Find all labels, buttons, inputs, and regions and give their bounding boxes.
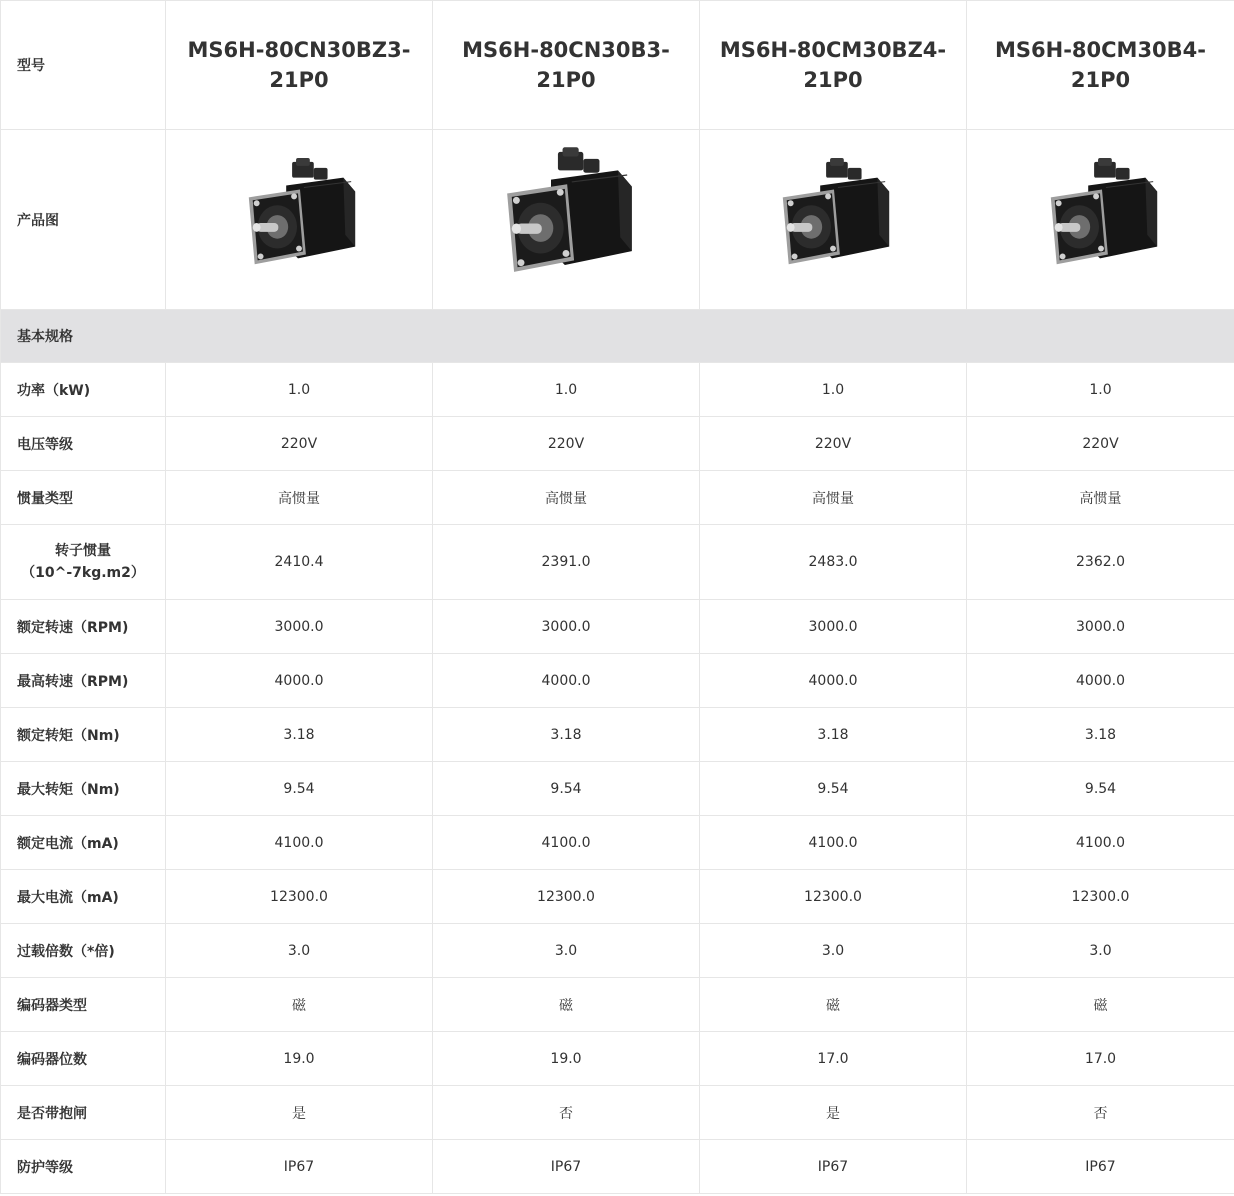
spec-value: 19.0 <box>166 1032 433 1086</box>
spec-value: 3.0 <box>700 924 967 978</box>
spec-value: IP67 <box>700 1140 967 1194</box>
spec-value: IP67 <box>433 1140 700 1194</box>
spec-value: 12300.0 <box>166 870 433 924</box>
spec-value: 4100.0 <box>433 816 700 870</box>
spec-value: 17.0 <box>967 1032 1234 1086</box>
product-image-cell <box>700 130 967 310</box>
spec-value: 4000.0 <box>166 654 433 708</box>
spec-value: 3.18 <box>700 708 967 762</box>
spec-value: 220V <box>433 417 700 471</box>
spec-value: 3000.0 <box>967 600 1234 654</box>
spec-label: 电压等级 <box>1 417 166 471</box>
spec-value: 是 <box>166 1086 433 1140</box>
spec-label: 惯量类型 <box>1 471 166 525</box>
spec-value: 4000.0 <box>967 654 1234 708</box>
spec-value: 9.54 <box>433 762 700 816</box>
spec-row <box>1 762 1234 816</box>
spec-label: 防护等级 <box>1 1140 166 1194</box>
spec-value: 3000.0 <box>433 600 700 654</box>
section-basic-specs <box>1 310 1234 363</box>
spec-value: 4100.0 <box>967 816 1234 870</box>
spec-value: 12300.0 <box>967 870 1234 924</box>
spec-row <box>1 600 1234 654</box>
spec-value: 4000.0 <box>433 654 700 708</box>
spec-row <box>1 471 1234 525</box>
spec-value: 磁 <box>166 978 433 1032</box>
spec-label: 是否带抱闸 <box>1 1086 166 1140</box>
product-image-cell <box>967 130 1234 310</box>
spec-value: 磁 <box>433 978 700 1032</box>
model-name: MS6H-80CM30B4-21P0 <box>967 1 1234 130</box>
spec-value: 9.54 <box>700 762 967 816</box>
spec-row <box>1 363 1234 417</box>
spec-row <box>1 978 1234 1032</box>
spec-row <box>1 1086 1234 1140</box>
spec-label: 最大电流（mA) <box>1 870 166 924</box>
spec-value: 220V <box>166 417 433 471</box>
spec-label: 转子惯量（10^-7kg.m2） <box>1 525 166 600</box>
product-image-cell <box>166 130 433 310</box>
spec-value: 12300.0 <box>700 870 967 924</box>
spec-row <box>1 870 1234 924</box>
model-name: MS6H-80CN30BZ3-21P0 <box>166 1 433 130</box>
product-image-cell <box>433 130 700 310</box>
spec-value: 3.18 <box>433 708 700 762</box>
spec-value: 2410.4 <box>166 525 433 600</box>
model-name: MS6H-80CM30BZ4-21P0 <box>700 1 967 130</box>
model-header-row <box>1 1 1234 130</box>
spec-value: 12300.0 <box>433 870 700 924</box>
spec-row <box>1 1140 1234 1194</box>
spec-value: 磁 <box>700 978 967 1032</box>
spec-value: 否 <box>433 1086 700 1140</box>
spec-value: 高惯量 <box>433 471 700 525</box>
servo-motor-image <box>769 156 897 284</box>
spec-value: 9.54 <box>166 762 433 816</box>
spec-rows <box>1 363 1234 1194</box>
spec-value: 3.0 <box>433 924 700 978</box>
spec-value: 3000.0 <box>166 600 433 654</box>
spec-value: 高惯量 <box>967 471 1234 525</box>
spec-value: IP67 <box>166 1140 433 1194</box>
spec-row <box>1 924 1234 978</box>
spec-value: 4100.0 <box>166 816 433 870</box>
spec-row <box>1 417 1234 471</box>
spec-value: 1.0 <box>700 363 967 417</box>
spec-value: 19.0 <box>433 1032 700 1086</box>
spec-label: 额定转矩（Nm) <box>1 708 166 762</box>
spec-value: 1.0 <box>967 363 1234 417</box>
spec-row <box>1 1032 1234 1086</box>
spec-value: 220V <box>967 417 1234 471</box>
spec-value: 1.0 <box>433 363 700 417</box>
spec-row <box>1 654 1234 708</box>
spec-value: 否 <box>967 1086 1234 1140</box>
spec-value: 2391.0 <box>433 525 700 600</box>
spec-value: 高惯量 <box>700 471 967 525</box>
spec-value: 高惯量 <box>166 471 433 525</box>
spec-value: 磁 <box>967 978 1234 1032</box>
spec-value: IP67 <box>967 1140 1234 1194</box>
spec-label: 过载倍数（*倍) <box>1 924 166 978</box>
spec-row <box>1 816 1234 870</box>
spec-label: 编码器位数 <box>1 1032 166 1086</box>
spec-value: 3000.0 <box>700 600 967 654</box>
spec-row <box>1 708 1234 762</box>
spec-value: 9.54 <box>967 762 1234 816</box>
spec-value: 17.0 <box>700 1032 967 1086</box>
model-label: 型号 <box>1 1 166 130</box>
product-image-row <box>1 130 1234 310</box>
spec-value: 4100.0 <box>700 816 967 870</box>
spec-value: 3.18 <box>967 708 1234 762</box>
spec-value: 4000.0 <box>700 654 967 708</box>
spec-label: 最高转速（RPM) <box>1 654 166 708</box>
spec-label: 最大转矩（Nm) <box>1 762 166 816</box>
spec-value: 3.18 <box>166 708 433 762</box>
spec-row <box>1 525 1234 600</box>
spec-label: 功率（kW) <box>1 363 166 417</box>
servo-motor-image <box>491 145 641 295</box>
spec-value: 220V <box>700 417 967 471</box>
spec-label: 额定转速（RPM) <box>1 600 166 654</box>
section-title: 基本规格 <box>1 310 1234 363</box>
spec-value: 3.0 <box>166 924 433 978</box>
spec-value: 2362.0 <box>967 525 1234 600</box>
spec-label: 编码器类型 <box>1 978 166 1032</box>
spec-value: 3.0 <box>967 924 1234 978</box>
model-name: MS6H-80CN30B3-21P0 <box>433 1 700 130</box>
servo-motor-image <box>235 156 363 284</box>
servo-motor-image <box>1037 156 1165 284</box>
spec-value: 2483.0 <box>700 525 967 600</box>
spec-value: 1.0 <box>166 363 433 417</box>
product-image-label: 产品图 <box>1 130 166 310</box>
spec-label: 额定电流（mA) <box>1 816 166 870</box>
spec-value: 是 <box>700 1086 967 1140</box>
